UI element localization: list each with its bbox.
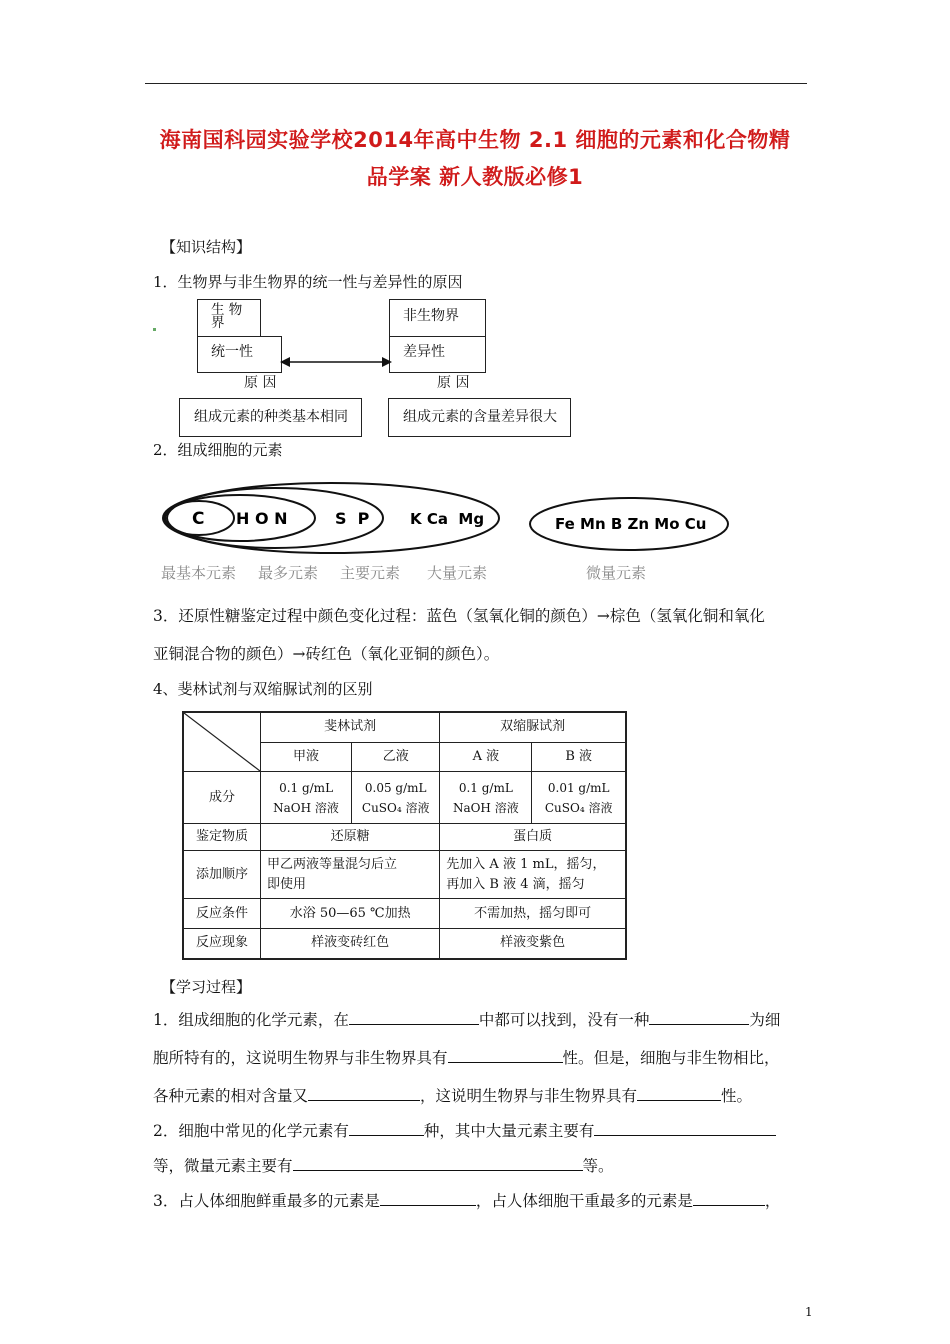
q2-text-d: 等。 (582, 1157, 614, 1175)
element-sp: S P (335, 509, 370, 528)
q1-text-d: 胞所特有的，这说明生物界与非生物界具有 (153, 1049, 448, 1067)
table-corner-cell (183, 712, 261, 772)
q1-text-g: ，这说明生物界与非生物界具有 (420, 1087, 638, 1105)
cell-phenomenon-biuret: 样液变紫色 (440, 929, 626, 959)
header-fehling: 斐林试剂 (261, 712, 440, 742)
nonbio-world-box: 非生物界 (389, 299, 486, 337)
cell-subject-biuret: 蛋白质 (440, 824, 626, 851)
page-number: 1 (805, 1305, 813, 1319)
header-rule (145, 83, 807, 84)
cause-box-left: 组成元素的种类基本相同 (179, 398, 362, 437)
cell-composition-a-biuret: 0.1 g/mL NaOH 溶液 (440, 772, 532, 824)
element-c: C (192, 509, 205, 529)
label-main-element: 主要元素 (340, 564, 401, 582)
q1-text-e: 性。但是，细胞与非生物相比， (562, 1049, 780, 1067)
cell-order-fehling: 甲乙两液等量混匀后立 即使用 (261, 851, 440, 899)
difference-box: 差异性 (389, 336, 486, 373)
elements-ellipse-diagram (155, 480, 755, 560)
q1-blank-2[interactable] (649, 1006, 749, 1025)
cell-order-biuret: 先加入 A 液 1 mL，摇匀， 再加入 B 液 4 滴，摇匀 (440, 851, 626, 899)
header-solution-b-biuret: B 液 (532, 742, 626, 771)
item-4-text: 4、斐林试剂与双缩脲试剂的区别 (153, 680, 373, 698)
question-1-line-1 (153, 1002, 780, 1038)
q1-blank-5[interactable] (637, 1082, 721, 1101)
reason-label-left: 原 因 (244, 375, 277, 391)
question-2-line-2 (153, 1148, 614, 1184)
element-trace-list: Fe Mn B Zn Mo Cu (555, 515, 707, 533)
header-solution-b-fehling: 乙液 (352, 742, 440, 771)
row-label-phenomenon: 反应现象 (183, 929, 261, 959)
cell-subject-fehling: 还原糖 (261, 824, 440, 851)
cell-condition-fehling: 水浴 50—65 ℃加热 (261, 899, 440, 929)
header-solution-a-biuret: A 液 (440, 742, 532, 771)
row-label-subject: 鉴定物质 (183, 824, 261, 851)
label-macro-element: 大量元素 (427, 564, 488, 582)
question-1-line-2 (153, 1040, 780, 1076)
q1-text-h: 性。 (721, 1087, 753, 1105)
label-trace-element: 微量元素 (586, 564, 647, 582)
section-heading-knowledge: 【知识结构】 (161, 238, 252, 256)
reagent-comparison-table (182, 711, 627, 960)
item-2-text: 2．组成细胞的元素 (153, 441, 283, 459)
q3-blank-2[interactable] (693, 1187, 765, 1206)
item-3-line-2: 亚铜混合物的颜色）→砖红色（氧化亚铜的颜色）。 (153, 645, 500, 663)
q3-text-a: 3．占人体细胞鲜重最多的元素是 (153, 1192, 380, 1210)
q1-blank-3[interactable] (448, 1044, 563, 1063)
row-label-condition: 反应条件 (183, 899, 261, 929)
q2-text-c: 等，微量元素主要有 (153, 1157, 293, 1175)
cell-composition-b-fehling: 0.05 g/mL CuSO₄ 溶液 (352, 772, 440, 824)
q2-blank-3[interactable] (293, 1152, 583, 1171)
title-line-2: 品学案 新人教版必修1 (366, 165, 584, 189)
element-kcamg: K Ca Mg (410, 510, 485, 528)
q3-text-c: ， (764, 1192, 781, 1210)
row-label-composition: 成分 (183, 772, 261, 824)
q1-text-a: 1．组成细胞的化学元素，在 (153, 1011, 349, 1029)
reason-label-right: 原 因 (437, 375, 470, 391)
question-1-line-3 (153, 1078, 752, 1114)
header-solution-a-fehling: 甲液 (261, 742, 352, 771)
unity-box: 统一性 (197, 336, 282, 373)
cause-box-right: 组成元素的含量差异很大 (388, 398, 571, 437)
q1-blank-4[interactable] (308, 1082, 420, 1101)
double-arrow (280, 355, 392, 369)
cell-phenomenon-fehling: 样液变砖红色 (261, 929, 440, 959)
label-basic-element: 最基本元素 (161, 564, 237, 582)
header-biuret: 双缩脲试剂 (440, 712, 626, 742)
q1-text-c: 为细 (749, 1011, 781, 1029)
row-label-order: 添加顺序 (183, 851, 261, 899)
section-heading-learning: 【学习过程】 (161, 978, 252, 996)
element-hon: H O N (236, 509, 288, 528)
item-3-line-1: 3．还原性糖鉴定过程中颜色变化过程：蓝色（氢氧化铜的颜色）→棕色（氢氧化铜和氧化 (153, 607, 765, 625)
q2-text-b: 种，其中大量元素主要有 (423, 1122, 595, 1140)
q1-text-f: 各种元素的相对含量又 (153, 1087, 309, 1105)
question-3-line-1 (153, 1183, 780, 1219)
q1-blank-1[interactable] (349, 1006, 479, 1025)
bio-world-box: 生 物 界 (197, 299, 261, 337)
q2-text-a: 2．细胞中常见的化学元素有 (153, 1122, 349, 1140)
q3-text-b: ，占人体细胞干重最多的元素是 (475, 1192, 693, 1210)
title-line-1: 海南国科园实验学校2014年高中生物 2.1 细胞的元素和化合物精 (159, 128, 791, 152)
cell-composition-b-biuret: 0.01 g/mL CuSO₄ 溶液 (532, 772, 626, 824)
label-most-element: 最多元素 (258, 564, 319, 582)
cell-composition-a-fehling: 0.1 g/mL NaOH 溶液 (261, 772, 352, 824)
q2-blank-2[interactable] (594, 1117, 776, 1136)
stray-mark (153, 328, 156, 331)
q3-blank-1[interactable] (380, 1187, 476, 1206)
cell-condition-biuret: 不需加热，摇匀即可 (440, 899, 626, 929)
q1-text-b: 中都可以找到，没有一种 (478, 1011, 650, 1029)
q2-blank-1[interactable] (349, 1117, 424, 1136)
item-1-text: 1．生物界与非生物界的统一性与差异性的原因 (153, 273, 463, 291)
question-2-line-1 (153, 1113, 776, 1149)
